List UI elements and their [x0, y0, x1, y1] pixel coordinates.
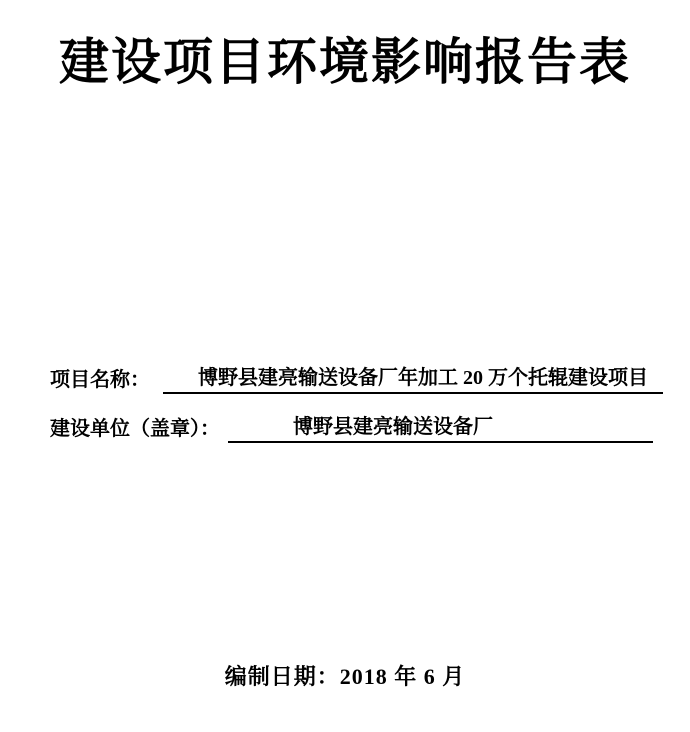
project-name-value: 博野县建亮输送设备厂年加工 20 万个托辊建设项目	[163, 364, 663, 394]
construction-unit-value: 博野县建亮输送设备厂	[228, 413, 653, 443]
construction-unit-label: 建设单位（盖章）：	[50, 418, 220, 440]
page-title: 建设项目环境影响报告表	[59, 34, 631, 90]
compile-date: 编制日期：2018 年 6 月	[224, 664, 466, 689]
construction-unit-field	[50, 413, 653, 443]
project-name-field	[50, 364, 663, 394]
project-name-label: 项目名称：	[50, 369, 150, 391]
